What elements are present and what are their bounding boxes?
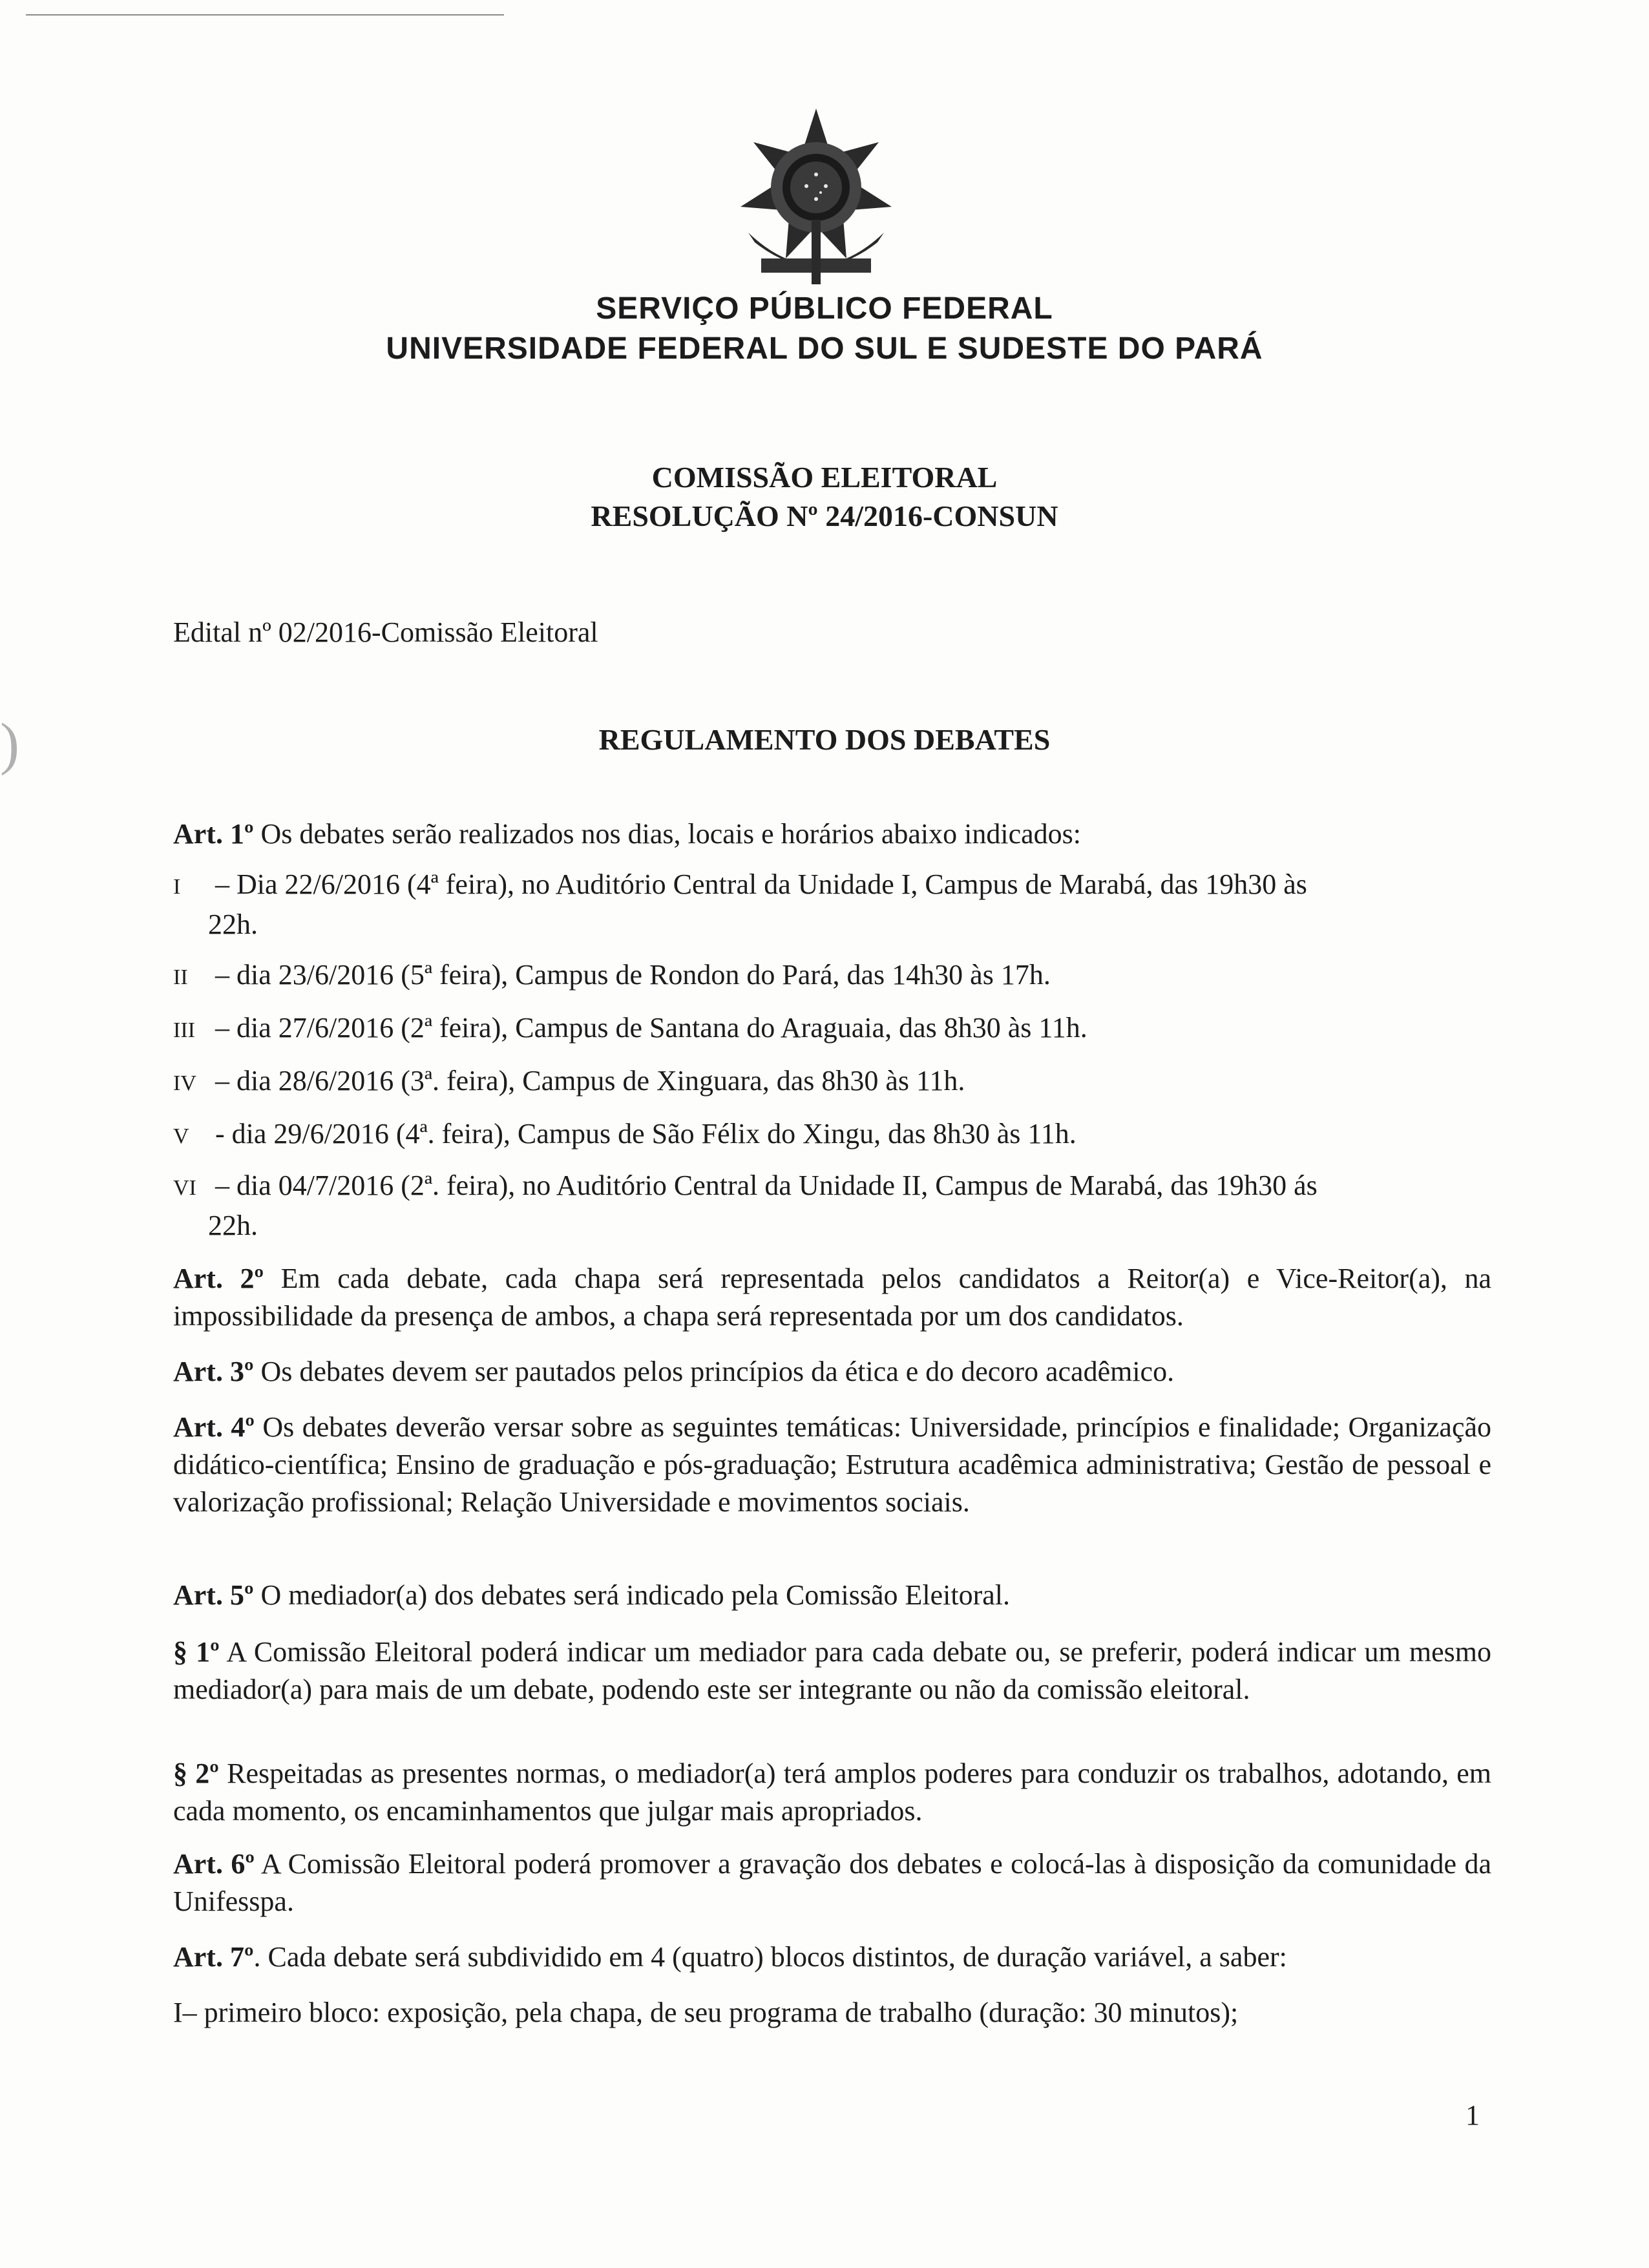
document-title: REGULAMENTO DOS DEBATES [598, 723, 1051, 756]
paragraph-2 [173, 1755, 1491, 1830]
article-1 [173, 815, 1491, 853]
commission-title: COMISSÃO ELEITORAL [651, 461, 998, 494]
article-label: Art. 6º [173, 1848, 255, 1880]
list-item [173, 866, 1498, 943]
article-label: Art. 5º [173, 1579, 254, 1611]
resolution-title: RESOLUÇÃO Nº 24/2016-CONSUN [591, 499, 1058, 532]
header-line-1: SERVIÇO PÚBLICO FEDERAL [596, 291, 1053, 326]
list-item [173, 1167, 1498, 1244]
paragraph-label: § 1º [173, 1636, 220, 1668]
item-text: – dia 04/7/2016 (2ª. feira), no Auditório Central da Unidade II, Campus de Marabá, das 19h30 ás [208, 1170, 1318, 1201]
list-item [173, 1009, 1498, 1049]
article-3 [173, 1353, 1491, 1391]
item-number: VI [173, 1176, 196, 1200]
article-text: O mediador(a) dos debates será indicado pela Comissão Eleitoral. [253, 1579, 1010, 1611]
article-label: Art. 1º [173, 818, 254, 850]
article-label: Art. 2º [173, 1263, 264, 1294]
paragraph-text: A Comissão Eleitoral poderá indicar um mediador para cada debate ou, se preferir, poderá indicar um mesmo mediador(a) para mais de um debate, podendo este ser integrante ou não da comissão eleitoral. [173, 1636, 1492, 1705]
header-line-2: UNIVERSIDADE FEDERAL DO SUL E SUDESTE DO PARÁ [386, 331, 1263, 366]
page-number: 1 [1465, 2099, 1480, 2131]
article-text: . Cada debate será subdividido em 4 (quatro) blocos distintos, de duração variável, a saber: [253, 1941, 1287, 1973]
item-text: – dia 23/6/2016 (5ª feira), Campus de Rondon do Pará, das 14h30 às 17h. [208, 959, 1051, 991]
scan-bracket-mark: ) [0, 712, 19, 776]
item-continuation: 22h. [208, 908, 258, 940]
item-text: – dia 28/6/2016 (3ª. feira), Campus de Xinguara, das 8h30 às 11h. [208, 1065, 965, 1097]
list-item [173, 1115, 1498, 1155]
item-number: III [173, 1018, 195, 1042]
article-2 [173, 1260, 1491, 1335]
item-number: II [173, 965, 188, 989]
article-text: Os debates serão realizados nos dias, locais e horários abaixo indicados: [253, 818, 1081, 850]
article-label: Art. 4º [173, 1411, 255, 1443]
top-rule [26, 14, 504, 16]
paragraph-1 [173, 1633, 1491, 1708]
item-continuation: 22h. [208, 1210, 258, 1241]
paragraph-text: Respeitadas as presentes normas, o mediador(a) terá amplos poderes para conduzir os trabalhos, adotando, em cada momento, os encaminhamentos que julgar mais apropriados. [173, 1758, 1491, 1827]
article-label: Art. 3º [173, 1356, 254, 1387]
item-text: – Dia 22/6/2016 (4ª feira), no Auditório Central da Unidade I, Campus de Marabá, das 19h30 às [208, 868, 1307, 900]
article-text: A Comissão Eleitoral poderá promover a gravação dos debates e colocá-las à disposição da comunidade da Unifesspa. [173, 1848, 1491, 1917]
article-6 [173, 1845, 1491, 1920]
list-item [173, 1062, 1498, 1102]
article-7 [173, 1938, 1491, 1976]
article-5 [173, 1577, 1491, 1614]
edital-line: Edital nº 02/2016-Comissão Eleitoral [173, 616, 598, 648]
item-number: I [173, 875, 181, 899]
article-text: Os debates devem ser pautados pelos princípios da ética e do decoro acadêmico. [253, 1356, 1175, 1387]
item-number: V [173, 1124, 189, 1148]
list-item [173, 956, 1498, 996]
item-number: IV [173, 1071, 196, 1095]
item-text: – dia 27/6/2016 (2ª feira), Campus de Santana do Araguaia, das 8h30 às 11h. [208, 1012, 1087, 1044]
brazil-coat-of-arms-icon [722, 103, 910, 291]
article-text: Os debates deverão versar sobre as seguintes temáticas: Universidade, princípios e finalidade; Organização didático-científica; Ensino de graduação e pós-graduação; Estrutura acadêmica administrativa; Gestão de pessoal e valorização profissional; Relação Universidade e movimentos sociais. [173, 1411, 1491, 1518]
paragraph-label: § 2º [173, 1758, 219, 1789]
article-label: Art. 7º [173, 1941, 254, 1973]
article-7-item-1: I– primeiro bloco: exposição, pela chapa, de seu programa de trabalho (duração: 30 minutos); [173, 1997, 1239, 2028]
item-text: - dia 29/6/2016 (4ª. feira), Campus de São Félix do Xingu, das 8h30 às 11h. [208, 1118, 1077, 1150]
article-4 [173, 1409, 1491, 1521]
article-text: Em cada debate, cada chapa será representada pelos candidatos a Reitor(a) e Vice-Reitor(a), na impossibilidade da presença de ambos, a chapa será representada por um dos candidatos. [173, 1263, 1491, 1332]
